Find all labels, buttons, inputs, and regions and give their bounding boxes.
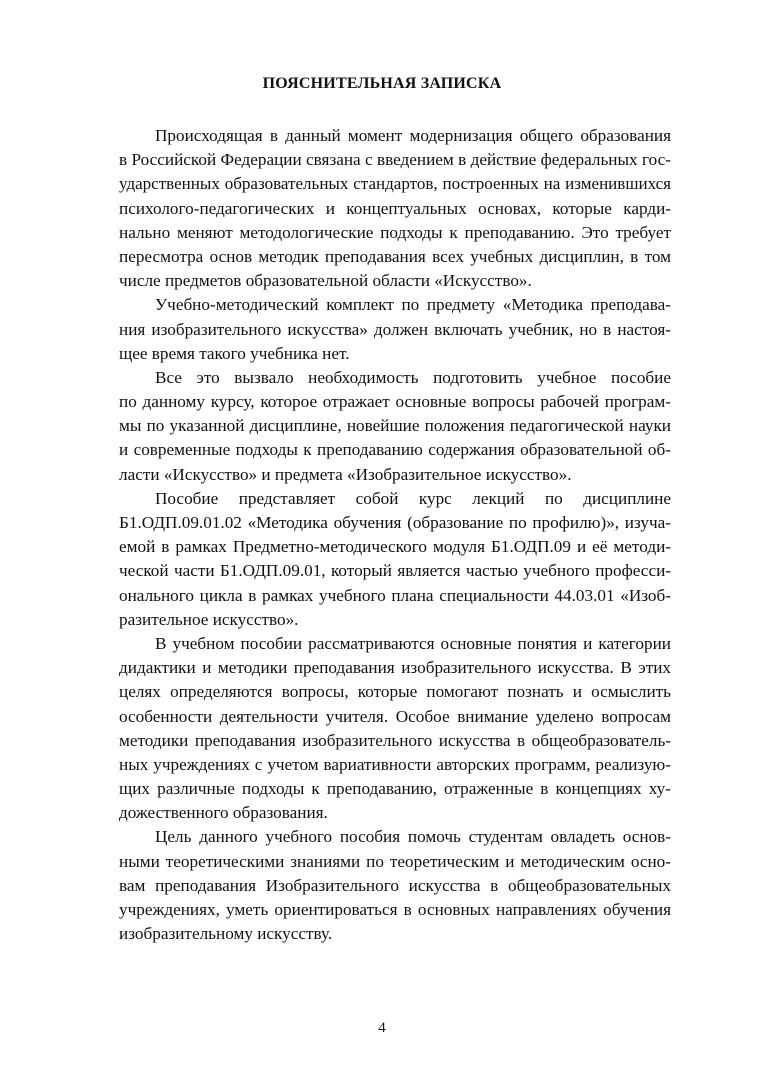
text-line: щих различные подходы к преподаванию, отраженные в концепциях ху- xyxy=(119,779,671,799)
text-line: ческой части Б1.ОДП.09.01, который является частью учебного професси- xyxy=(119,561,671,581)
text-line: Цель данного учебного пособия помочь студентам овладеть основ- xyxy=(155,827,671,847)
page-number: 4 xyxy=(378,1020,386,1036)
paragraph-5 xyxy=(119,632,671,826)
text-line: числе предметов образовательной области «Искусство». xyxy=(119,271,532,291)
text-line: Происходящая в данный момент модернизация общего образования xyxy=(155,126,671,145)
text-line: нально меняют методологические подходы к преподаванию. Это требует xyxy=(119,222,671,242)
text-line: особенности деятельности учителя. Особое внимание уделено вопросам xyxy=(119,706,671,726)
paragraph-1 xyxy=(119,124,671,293)
text-line: в Российской Федерации связана с введением в действие федеральных гос- xyxy=(119,150,671,170)
text-line: методики преподавания изобразительного искусства в общеобразователь- xyxy=(119,730,671,750)
text-line: онального цикла в рамках учебного плана специальности 44.03.01 «Изоб- xyxy=(119,585,671,605)
text-line: дожественного образования. xyxy=(119,803,328,823)
text-line: щее время такого учебника нет. xyxy=(119,343,350,363)
text-line: ударственных образовательных стандартов, построенных на изменившихся xyxy=(119,174,671,194)
text-line: ными теоретическими знаниями по теоретическим и методическим осно- xyxy=(119,851,671,871)
paragraph-3 xyxy=(119,366,671,487)
text-line: разительное искусство». xyxy=(119,609,299,629)
text-line: В учебном пособии рассматриваются основные понятия и категории xyxy=(155,633,671,653)
text-line: емой в рамках Предметно-методического модуля Б1.ОДП.09 и её методи- xyxy=(119,537,671,557)
paragraph-6 xyxy=(119,825,671,946)
text-line: Все это вызвало необходимость подготовить учебное пособие xyxy=(155,367,671,387)
text-line: учреждениях, уметь ориентироваться в основных направлениях обучения xyxy=(119,900,671,919)
text-line: дидактики и методики преподавания изобразительного искусства. В этих xyxy=(119,658,671,678)
text-line: Учебно-методический комплект по предмету «Методика преподава- xyxy=(155,295,671,315)
text-line: ных учреждениях с учетом вариативности авторских программ, реализую- xyxy=(119,754,671,774)
page-title: ПОЯСНИТЕЛЬНАЯ ЗАПИСКА xyxy=(262,75,502,92)
text-line: Б1.ОДП.09.01.02 «Методика обучения (образование по профилю)», изуча- xyxy=(119,513,671,532)
text-line: пересмотра основ методик преподавания всех учебных дисциплин, в том xyxy=(119,246,671,266)
body-text xyxy=(119,124,671,946)
text-line: целях определяются вопросы, которые помогают познать и осмыслить xyxy=(119,682,671,702)
text-line: мы по указанной дисциплине, новейшие положения педагогической науки xyxy=(119,416,671,436)
text-line: изобразительному искусству. xyxy=(119,924,333,944)
paragraph-2 xyxy=(119,293,671,366)
text-line: Пособие представляет собой курс лекций по дисциплине xyxy=(155,488,671,508)
text-line: психолого-педагогических и концептуальных основах, которые карди- xyxy=(119,198,671,218)
text-line: вам преподавания Изобразительного искусства в общеобразовательных xyxy=(119,875,671,895)
text-line: и современные подходы к преподаванию содержания образовательной об- xyxy=(119,440,671,460)
text-line: ласти «Искусство» и предмета «Изобразительное искусство». xyxy=(119,464,572,484)
text-line: по данному курсу, которое отражает основные вопросы рабочей програм- xyxy=(119,392,671,412)
text-line: ния изобразительного искусства» должен включать учебник, но в настоя- xyxy=(119,319,671,339)
paragraph-4 xyxy=(119,487,671,632)
